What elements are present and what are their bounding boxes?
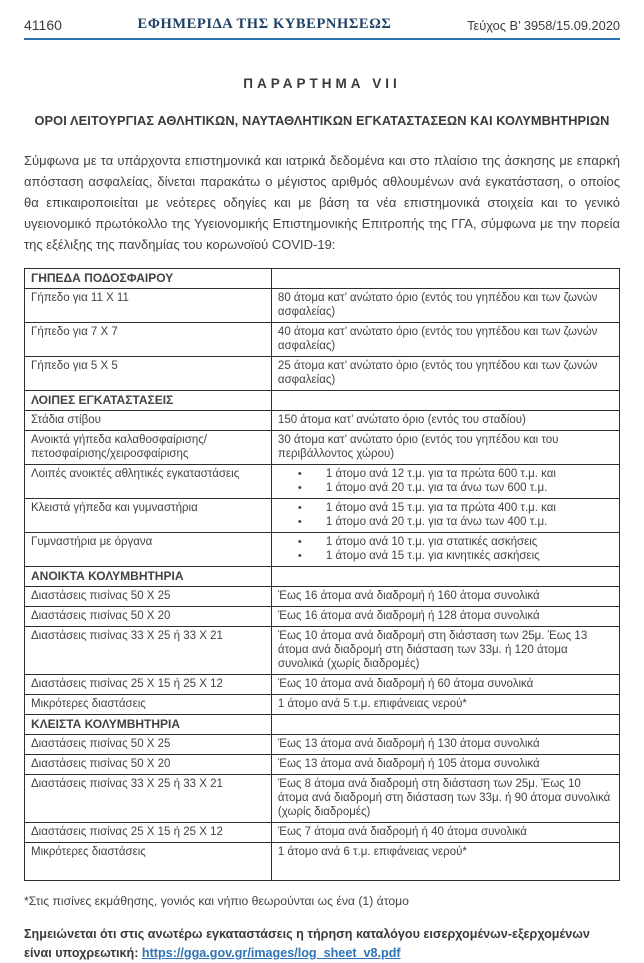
gazette-masthead: ΕΦΗΜΕΡΙΔΑ ΤΗΣ ΚΥΒΕΡΝΗΣΕΩΣ	[137, 16, 392, 32]
bullet-item	[278, 467, 613, 481]
bullet-icon: •	[297, 550, 302, 562]
table-row	[25, 411, 620, 431]
capacity-value: Έως 8 άτομα ανά διαδρομή στη διάσταση των 25μ. Έως 10 άτομα ανά διαδρομή στη διάσταση των 33μ. ή 90 άτομα συνολικά (χωρίς διαδρομές)	[271, 775, 619, 823]
section-header-row	[25, 567, 620, 587]
bullet-item	[278, 481, 613, 495]
capacity-value	[271, 715, 619, 735]
bullet-item	[278, 501, 613, 515]
table-row	[25, 823, 620, 843]
bullet-icon: •	[297, 536, 302, 548]
capacity-value: Έως 7 άτομα ανά διαδρομή ή 40 άτομα συνολικά	[271, 823, 619, 843]
bullet-item	[278, 535, 613, 549]
table-row	[25, 755, 620, 775]
section-label: ΚΛΕΙΣΤΑ ΚΟΛΥΜΒΗΤΗΡΙΑ	[25, 715, 272, 735]
capacity-value	[271, 465, 619, 499]
facility-label: Διαστάσεις πισίνας 33 Χ 25 ή 33 Χ 21	[25, 627, 272, 675]
table-body	[25, 269, 620, 881]
page-number: 41160	[24, 17, 62, 33]
facility-label: Διαστάσεις πισίνας 50 Χ 25	[25, 587, 272, 607]
table-row	[25, 357, 620, 391]
capacity-value: Έως 10 άτομα ανά διαδρομή ή 60 άτομα συνολικά	[271, 675, 619, 695]
table-row	[25, 431, 620, 465]
table-row	[25, 627, 620, 675]
table-row	[25, 323, 620, 357]
capacity-value	[271, 269, 619, 289]
bullet-text: 1 άτομο ανά 15 τ.μ. για τα πρώτα 400 τ.μ. και	[325, 502, 556, 514]
facility-label: Διαστάσεις πισίνας 25 Χ 15 ή 25 Χ 12	[25, 675, 272, 695]
capacity-limits-table	[24, 268, 620, 881]
capacity-value: Έως 10 άτομα ανά διαδρομή στη διάσταση των 25μ. Έως 13 άτομα ανά διαδρομή στη διάσταση των 33μ. ή 120 άτομα συνολικά (χωρίς διαδρομές)	[271, 627, 619, 675]
facility-label: Γυμναστήρια με όργανα	[25, 533, 272, 567]
facility-label: Διαστάσεις πισίνας 33 Χ 25 ή 33 Χ 21	[25, 775, 272, 823]
section-label: ΑΝΟΙΚΤΑ ΚΟΛΥΜΒΗΤΗΡΙΑ	[25, 567, 272, 587]
section-label: ΓΗΠΕΔΑ ΠΟΔΟΣΦΑΙΡΟΥ	[25, 269, 272, 289]
table-row	[25, 607, 620, 627]
log-sheet-note	[24, 925, 616, 963]
bullet-text: 1 άτομο ανά 15 τ.μ. για κινητικές ασκήσεις	[325, 550, 540, 562]
table-row	[25, 675, 620, 695]
table-row	[25, 533, 620, 567]
capacity-value: 30 άτομα κατ’ ανώτατο όριο (εντός του γηπέδου και του περιβάλλοντος χώρου)	[271, 431, 619, 465]
capacity-value: 1 άτομο ανά 5 τ.μ. επιφάνειας νερού*	[271, 695, 619, 715]
capacity-value: Έως 13 άτομα ανά διαδρομή ή 105 άτομα συνολικά	[271, 755, 619, 775]
facility-label: Μικρότερες διαστάσεις	[25, 843, 272, 881]
capacity-value	[271, 533, 619, 567]
bullet-icon: •	[297, 468, 302, 480]
bullet-text: 1 άτομο ανά 12 τ.μ. για τα πρώτα 600 τ.μ. και	[325, 468, 556, 480]
facility-label: Ανοικτά γήπεδα καλαθοσφαίρισης/πετοσφαίρισης/χειροσφαίρισης	[25, 431, 272, 465]
facility-label: Γήπεδο για 7 Χ 7	[25, 323, 272, 357]
facility-label: Γήπεδο για 5 Χ 5	[25, 357, 272, 391]
table-row	[25, 843, 620, 881]
bullet-item	[278, 549, 613, 563]
table-row	[25, 775, 620, 823]
capacity-value: Έως 16 άτομα ανά διαδρομή ή 128 άτομα συνολικά	[271, 607, 619, 627]
capacity-value: 25 άτομα κατ’ ανώτατο όριο (εντός του γηπέδου και των ζωνών ασφαλείας)	[271, 357, 619, 391]
facility-label: Μικρότερες διαστάσεις	[25, 695, 272, 715]
section-header-row	[25, 269, 620, 289]
intro-paragraph: Σύμφωνα με τα υπάρχοντα επιστημονικά και ιατρικά δεδομένα και στο πλαίσιο της άσκησης με επαρκή απόσταση ασφαλείας, δίνεται παρακάτω ο μέγιστος αριθμός αθλουμένων ανά εγκατάσταση, ο οποίος θα επικαιροποιείται με νεότερες οδηγίες και με βάση τα νέα επιστημονικά στοιχεία και το γενικό υγειονομικό πρωτόκολλο της Υγειονομικής Επιστημονικής Επιτροπής της ΓΓΑ, σύμφωνα με την πορεία της εξέλιξης της πανδημίας του κορωνοϊού COVID-19:	[24, 153, 620, 252]
facility-label: Διαστάσεις πισίνας 25 Χ 15 ή 25 Χ 12	[25, 823, 272, 843]
table-row	[25, 695, 620, 715]
table-row	[25, 289, 620, 323]
note-text: Σημειώνεται ότι στις ανωτέρω εγκαταστάσεις η τήρηση καταλόγου εισερχομένων-εξερχομένων είναι υποχρεωτική:	[24, 927, 590, 960]
section-header-row	[25, 715, 620, 735]
table-row	[25, 499, 620, 533]
facility-label: Διαστάσεις πισίνας 50 Χ 20	[25, 607, 272, 627]
capacity-value	[271, 391, 619, 411]
facility-label: Λοιπές ανοικτές αθλητικές εγκαταστάσεις	[25, 465, 272, 499]
capacity-value: Έως 13 άτομα ανά διαδρομή ή 130 άτομα συνολικά	[271, 735, 619, 755]
annex-title: ΠΑΡΑΡΤΗΜΑ VII	[243, 76, 401, 91]
section-label: ΛΟΙΠΕΣ ΕΓΚΑΤΑΣΤΑΣΕΙΣ	[25, 391, 272, 411]
facility-label: Διαστάσεις πισίνας 50 Χ 25	[25, 735, 272, 755]
table-row	[25, 735, 620, 755]
capacity-value: 80 άτομα κατ’ ανώτατο όριο (εντός του γηπέδου και των ζωνών ασφαλείας)	[271, 289, 619, 323]
bullet-item	[278, 515, 613, 529]
table-footnote: *Στις πισίνες εκμάθησης, γονιός και νήπιο θεωρούνται ως ένα (1) άτομο	[24, 894, 409, 908]
capacity-value: Έως 16 άτομα ανά διαδρομή ή 160 άτομα συνολικά	[271, 587, 619, 607]
facility-label: Διαστάσεις πισίνας 50 Χ 20	[25, 755, 272, 775]
bullet-icon: •	[297, 482, 302, 494]
bullet-text: 1 άτομο ανά 20 τ.μ. για τα άνω των 600 τ.μ.	[325, 482, 548, 494]
table-row	[25, 465, 620, 499]
bullet-icon: •	[297, 502, 302, 514]
capacity-value: 1 άτομο ανά 6 τ.μ. επιφάνειας νερού*	[271, 843, 619, 881]
capacity-value	[271, 567, 619, 587]
annex-subtitle: ΟΡΟΙ ΛΕΙΤΟΥΡΓΙΑΣ ΑΘΛΗΤΙΚΩΝ, ΝΑΥΤΑΘΛΗΤΙΚΩΝ ΕΓΚΑΤΑΣΤΑΣΕΩΝ ΚΑΙ ΚΟΛΥΜΒΗΤΗΡΙΩΝ	[34, 113, 610, 128]
log-sheet-link[interactable]: https://gga.gov.gr/images/log_sheet_v8.pdf	[141, 946, 401, 960]
capacity-value	[271, 499, 619, 533]
capacity-value: 150 άτομα κατ’ ανώτατο όριο (εντός του σταδίου)	[271, 411, 619, 431]
gazette-header	[24, 16, 620, 40]
table-row	[25, 587, 620, 607]
facility-label: Στάδια στίβου	[25, 411, 272, 431]
bullet-text: 1 άτομο ανά 20 τ.μ. για τα άνω των 400 τ.μ.	[325, 516, 548, 528]
capacity-value: 40 άτομα κατ’ ανώτατο όριο (εντός του γηπέδου και των ζωνών ασφαλείας)	[271, 323, 619, 357]
bullet-text: 1 άτομο ανά 10 τ.μ. για στατικές ασκήσεις	[325, 536, 538, 548]
facility-label: Γήπεδο για 11 Χ 11	[25, 289, 272, 323]
section-header-row	[25, 391, 620, 411]
issue-reference: Τεύχος Β’ 3958/15.09.2020	[467, 18, 620, 33]
facility-label: Κλειστά γήπεδα και γυμναστήρια	[25, 499, 272, 533]
bullet-icon: •	[297, 516, 302, 528]
